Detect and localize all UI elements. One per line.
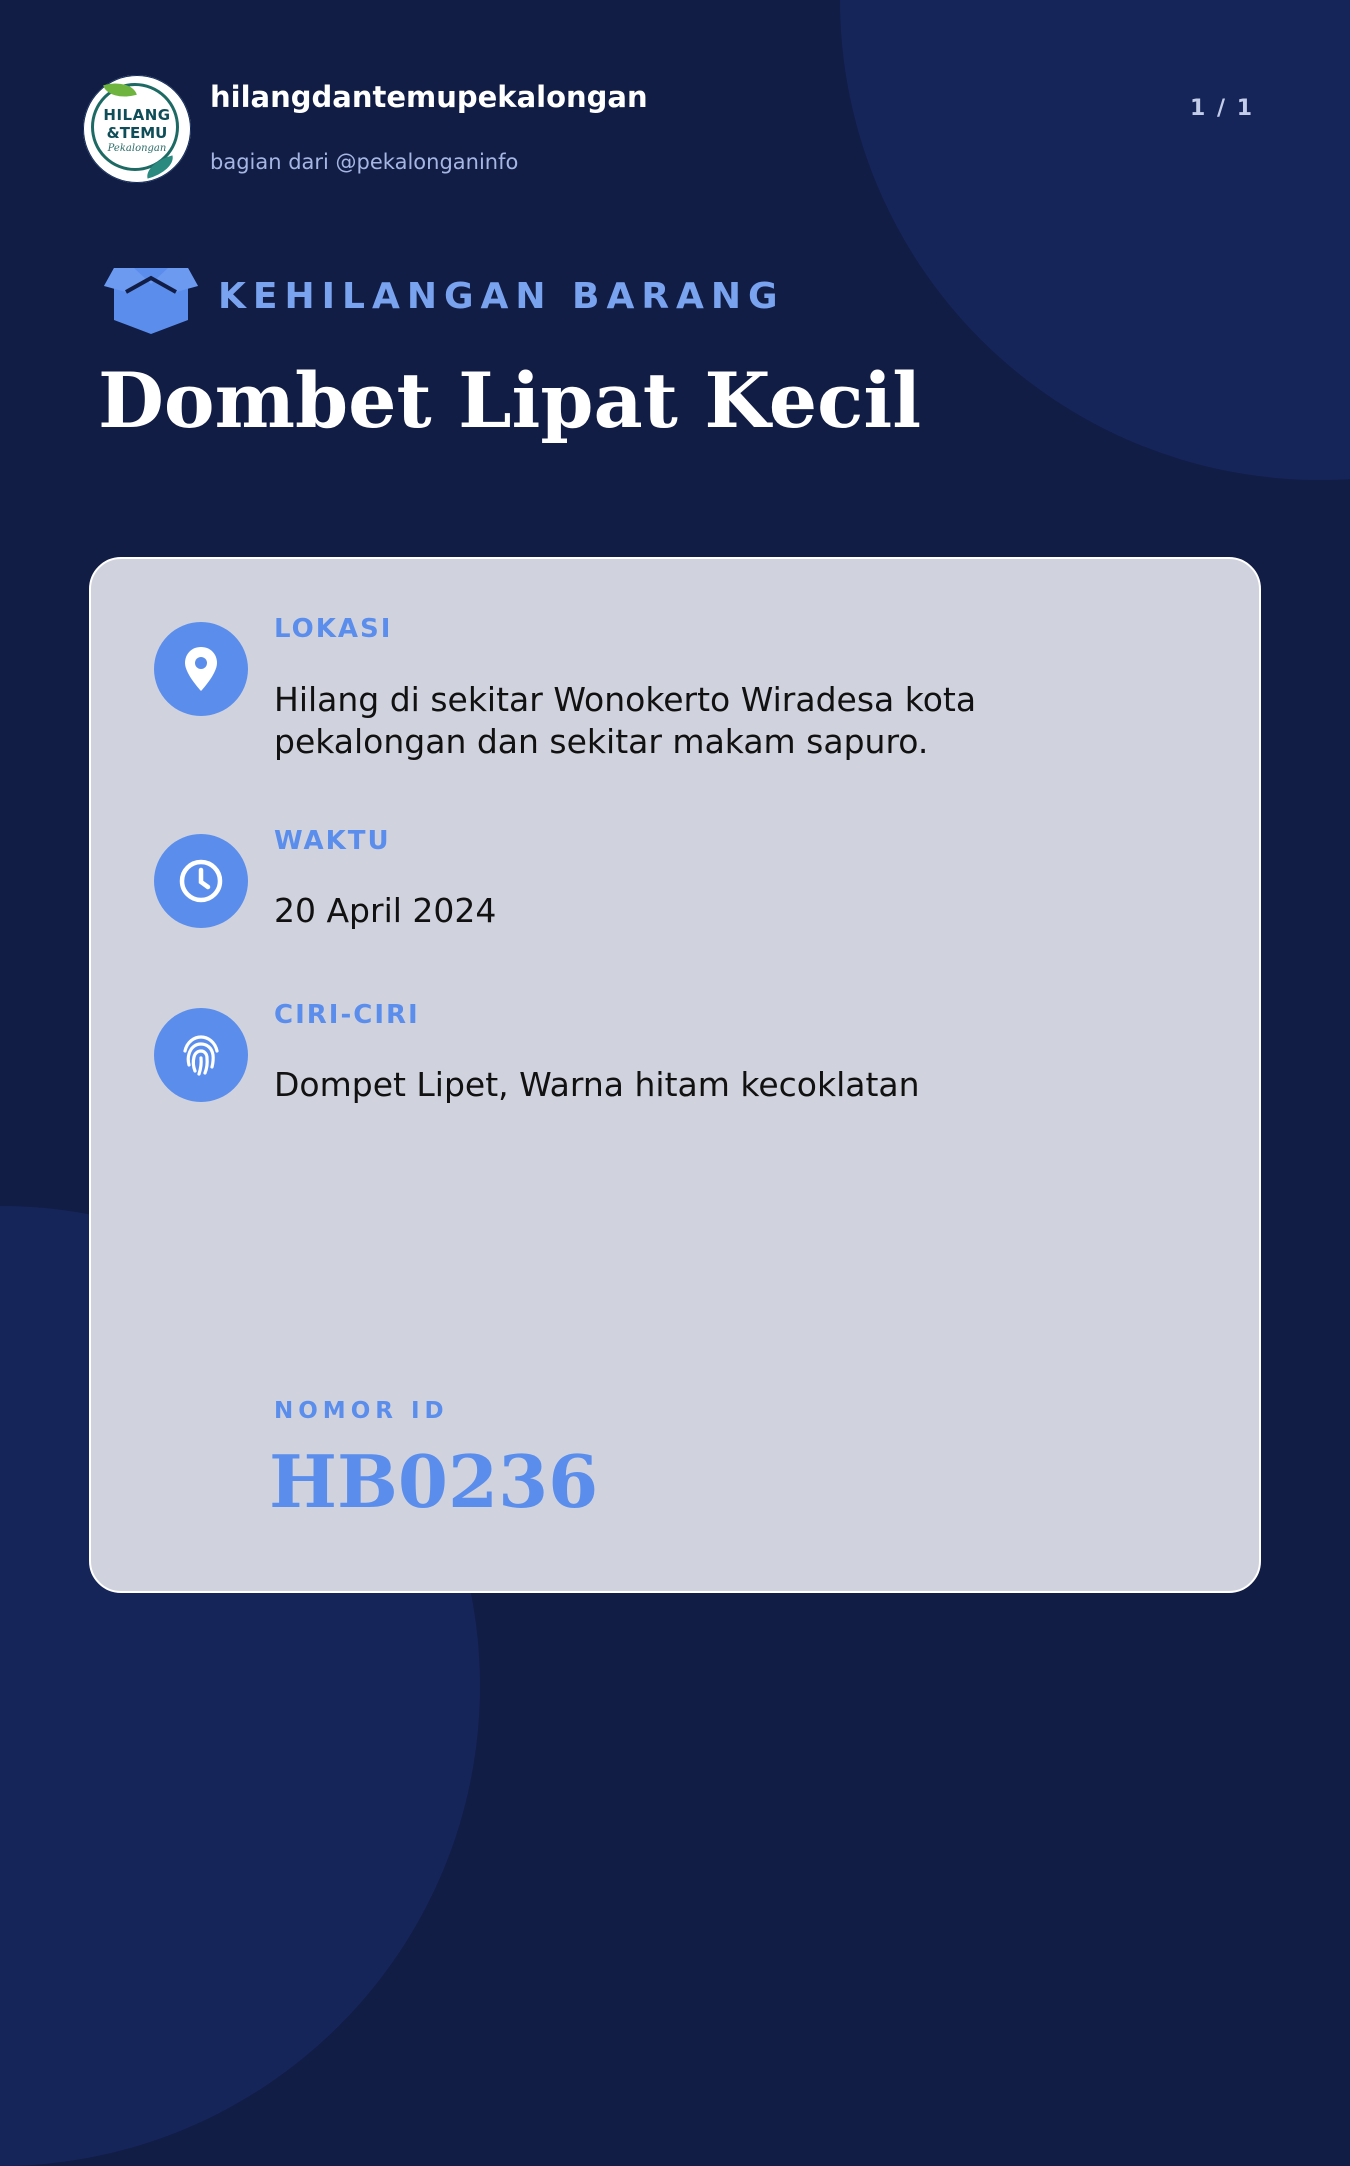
post-title: Dombet Lipat Kecil — [98, 356, 922, 445]
page-counter: 1 / 1 — [1190, 96, 1254, 121]
logo-text-line1: HILANG — [103, 106, 171, 124]
id-number-value: HB0236 — [269, 1439, 599, 1524]
open-box-icon — [104, 264, 198, 336]
detail-value: 20 April 2024 — [274, 891, 497, 930]
detail-label: CIRI-CIRI — [274, 1000, 420, 1030]
details-card — [89, 557, 1261, 1593]
account-subtitle: bagian dari @pekalonganinfo — [210, 150, 519, 174]
detail-label: LOKASI — [274, 614, 393, 644]
fingerprint-icon — [154, 1008, 248, 1102]
logo-text-line3: Pekalongan — [107, 143, 167, 154]
detail-value: Dompet Lipet, Warna hitam kecoklatan — [274, 1065, 920, 1104]
clock-icon — [154, 834, 248, 928]
logo-text-line2: &TEMU — [106, 124, 168, 142]
category-label: KEHILANGAN BARANG — [218, 276, 785, 317]
detail-value: Hilang di sekitar Wonokerto Wiradesa kota pekalongan dan sekitar makam sapuro. — [274, 680, 977, 761]
detail-label: WAKTU — [274, 826, 391, 856]
account-logo[interactable] — [83, 75, 191, 183]
id-number-label: NOMOR ID — [274, 1398, 449, 1424]
account-name[interactable]: hilangdantemupekalongan — [210, 80, 648, 114]
location-pin-icon — [154, 622, 248, 716]
